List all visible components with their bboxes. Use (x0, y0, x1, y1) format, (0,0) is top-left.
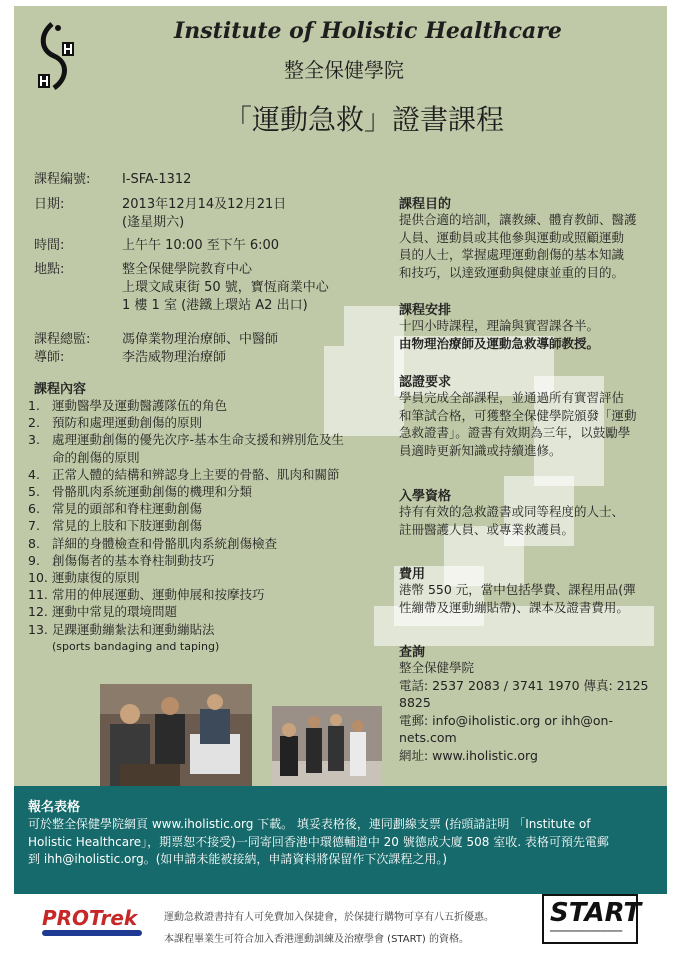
registration-heading: 報名表格 (28, 800, 81, 815)
director-label: 課程總監: (34, 332, 91, 347)
institute-name-en: Institute of Holistic Healthcare (174, 18, 562, 44)
list-item: 10. 運動康復的原則 (28, 570, 140, 586)
ihh-logo-icon (34, 20, 80, 92)
date-note: (逢星期六) (122, 215, 185, 230)
fee-text: 港幣 550 元，當中包括學費、課程用品(彈 性繃帶及運動繃貼帶)、課本及證書費用。 (399, 582, 636, 615)
venue-label: 地點: (34, 262, 65, 277)
start-logo (542, 894, 642, 944)
tutor-label: 導師: (34, 350, 65, 365)
certification-text: 學員完成全部課程，並通過所有實習評估 和筆試合格，可獲整全保健學院頒發「運動 急救證書」。證書有效期為三年，以鼓勵學 員適時更新知識或持續進修。 (399, 390, 637, 458)
list-item: 1. 運動醫學及運動醫護隊伍的角色 (28, 398, 228, 413)
list-item: 3. 處理運動創傷的優先次序-基本生命支援和辨別危及生 (28, 432, 345, 448)
list-item: (sports bandaging and taping) (52, 639, 220, 653)
start-logo-subline: ━━━━━━━━━━━━━━━━━━━━ (550, 928, 623, 935)
training-photo-2 (272, 706, 382, 786)
footer (14, 894, 667, 954)
registration-band (14, 786, 667, 894)
list-item: 8. 詳細的身體檢查和骨骼肌肉系統創傷檢查 (28, 535, 278, 551)
enquiry-heading: 查詢 (399, 645, 426, 660)
course-code-label: 課程編號: (34, 172, 91, 187)
enquiry-text: 整全保健學院 電話: 2537 2083 / 3741 1970 傳真: 2125 8825 電郵: info@iholistic.org or ihh@on-nets.com 網址: www.iholistic.org (399, 660, 649, 763)
arrangement-text: 十四小時課程，理論與實習課各半。 由物理治療師及運動急救導師教授。 (399, 318, 600, 351)
course-title: 「運動急救」證書課程 (224, 103, 505, 136)
footer-line-2: 本課程畢業生可符合加入香港運動訓練及治療學會 (START) 的資格。 (164, 934, 470, 945)
list-item: 12. 運動中常見的環境問題 (28, 604, 178, 620)
course-poster (14, 6, 667, 954)
entry-heading: 入學資格 (399, 489, 452, 504)
protrek-swoosh-icon (42, 930, 142, 936)
start-logo-word: START (550, 898, 642, 928)
footer-line-1: 運動急救證書持有人可免費加入保捷會，於保捷行購物可享有八五折優惠。 (164, 912, 494, 923)
list-item: 2. 預防和處理運動創傷的原則 (28, 415, 203, 431)
list-item: 11. 常用的伸展運動、運動伸展和按摩技巧 (28, 587, 265, 603)
certification-heading: 認證要求 (399, 375, 452, 390)
objective-text: 提供合適的培訓，讓教練、體育教師、醫護 人員、運動員或其他參與運動或照顧運動 員的人士，掌握處理運動創傷的基本知識 和技巧，以達致運動與健康並重的目的。 (399, 212, 637, 280)
date-label: 日期: (34, 197, 65, 212)
content-list (28, 397, 392, 655)
protrek-logo: PROTrek (42, 906, 138, 930)
list-item: 命的創傷的原則 (52, 449, 140, 465)
objective-heading: 課程目的 (399, 197, 452, 212)
arrangement-heading: 課程安排 (399, 303, 452, 318)
list-item: 13. 足踝運動繃紮法和運動繃貼法 (28, 621, 215, 637)
fee-heading: 費用 (399, 567, 426, 582)
course-code-value: I-SFA-1312 (122, 172, 192, 187)
list-item: 5. 骨骼肌肉系統運動創傷的機理和分類 (28, 484, 253, 500)
venue-line2: 上環文咸東街 50 號，寶恆商業中心 (122, 280, 329, 295)
content-heading: 課程內容 (34, 382, 87, 397)
list-item: 7. 常見的上肢和下肢運動創傷 (28, 518, 203, 534)
date-value: 2013年12月14及12月21日 (122, 197, 287, 212)
list-item: 9. 創傷傷者的基本脊柱制動技巧 (28, 552, 215, 568)
list-item: 6. 常見的頭部和脊柱運動創傷 (28, 501, 203, 517)
tutor-value: 李浩威物理治療師 (122, 350, 227, 365)
venue-line1: 整全保健學院教育中心 (122, 262, 253, 277)
registration-text: 可於整全保健學院網頁 www.iholistic.org 下載。 填妥表格後，連同劃線支票 (抬頭請註明 「Institute of Holistic Healthcare」，期票恕不接受)一同寄回香港中環德輔道中 20 號德成大廈 508 室收. 表格可預先電郵 到 ihh@iholistic.org。(如申請未能被接納，申請資料將保留作下次課程之用。) (28, 817, 609, 866)
training-photo-1 (100, 684, 252, 786)
institute-name-zh: 整全保健學院 (284, 58, 404, 82)
time-value: 上午午 10:00 至下午 6:00 (122, 238, 280, 253)
list-item: 4. 正常人體的結構和辨認身上主要的骨骼、肌肉和關節 (28, 466, 340, 482)
top-panel (14, 6, 667, 786)
entry-text: 持有有效的急救證書或同等程度的人士、 註冊醫護人員、或專業救護員。 (399, 504, 625, 537)
director-value: 馮偉業物理治療師、中醫師 (122, 332, 279, 347)
time-label: 時間: (34, 238, 65, 253)
venue-line3: 1 樓 1 室 (港鐵上環站 A2 出口) (122, 298, 308, 313)
